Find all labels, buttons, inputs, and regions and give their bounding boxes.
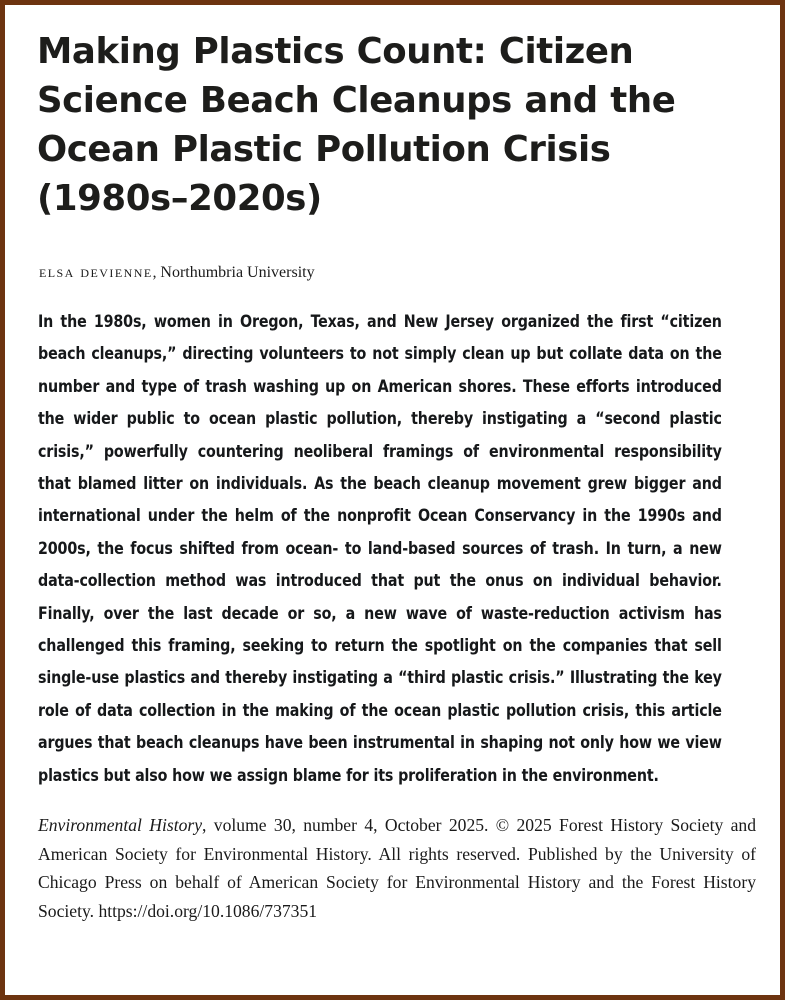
title-line-4: (1980s–2020s) xyxy=(37,178,322,219)
byline-separator: , xyxy=(152,264,161,281)
abstract-text: In the 1980s, women in Oregon, Texas, and New Jersey organized the first “citizen beach cleanups,” directing volunteers to not simply clean up but collate data on the number and type of trash washing up on American shores. These efforts introduced the wider public to ocean plastic pollution, thereby instigating a “second plastic crisis,” powerfully countering neoliberal framings of environmental responsibility that blamed litter on individuals. As the beach cleanup movement grew bigger and international under the helm of the nonprofit Ocean Conservancy in the 1990s and 2000s, the focus shifted from ocean- to land-based sources of trash. In turn, a new data-collection method was introduced that put the onus on individual behavior. Finally, over the last decade or so, a new wave of waste-reduction activism has challenged this framing, seeking to return the spotlight on the companies that sell single-use plastics and thereby instigating a “third plastic crisis.” Illustrating the key role of data collection in the making of the ocean plastic pollution crisis, this article argues that beach cleanups have been instrumental in shaping not only how we view plastics but also how we assign blame for its proliferation in the environment. xyxy=(38,312,722,785)
title-line-3: Ocean Plastic Pollution Crisis xyxy=(37,129,611,170)
journal-citation-footer xyxy=(38,811,756,925)
page-content-area xyxy=(5,5,780,995)
page-title xyxy=(35,27,737,223)
citation-details: , volume 30, number 4, October 2025. © 2025 Forest History Society and American Society for Environmental History. All rights reserved. Published by the University of Chicago Press on behalf of American Society for Environmental History and the Forest History Society. xyxy=(38,815,756,921)
author-byline xyxy=(39,262,752,283)
citation-paragraph xyxy=(38,811,756,925)
title-line-2: Science Beach Cleanups and the xyxy=(37,80,676,121)
abstract xyxy=(38,306,722,792)
author-name: elsa devienne xyxy=(39,262,153,281)
author-affiliation: Northumbria University xyxy=(160,264,315,281)
journal-name: Environmental History xyxy=(38,815,203,836)
title-line-1: Making Plastics Count: Citizen xyxy=(37,31,634,72)
doi-link[interactable]: https://doi.org/10.1086/737351 xyxy=(98,900,318,921)
